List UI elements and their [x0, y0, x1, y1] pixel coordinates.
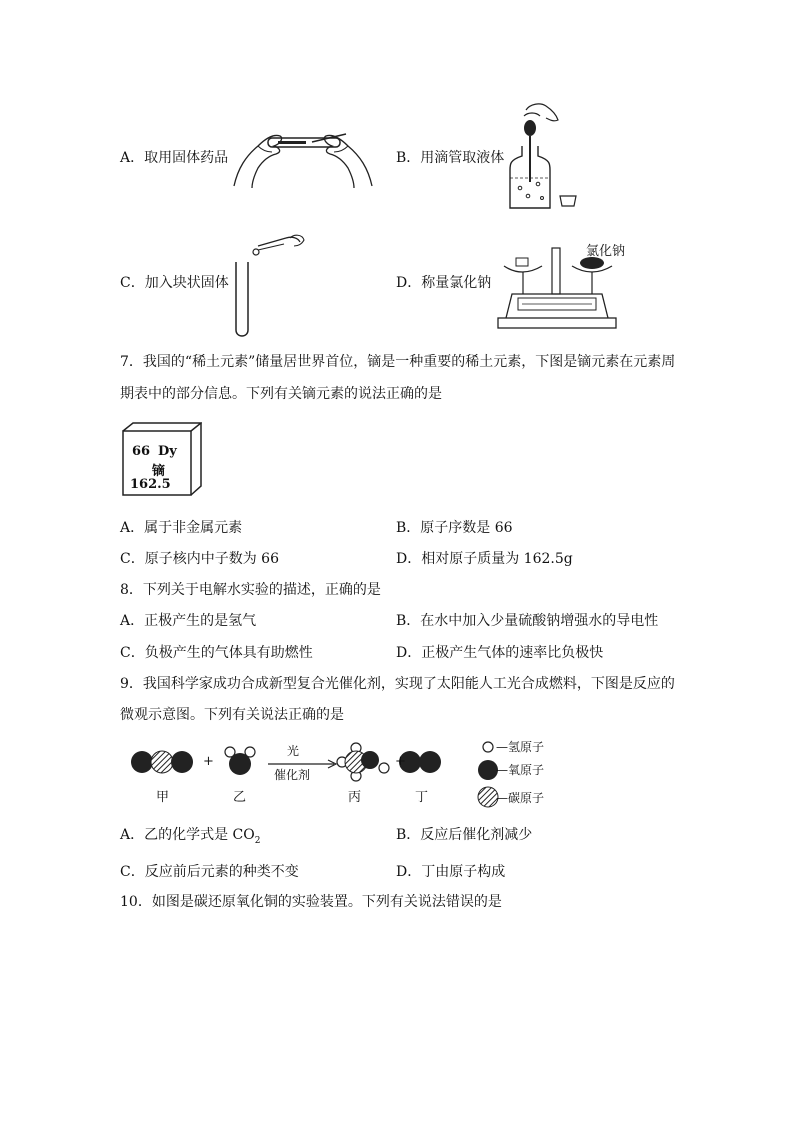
- q7-option-b: B．原子序数是 66: [396, 520, 513, 536]
- q6-option-c: C．加入块状固体: [120, 275, 229, 291]
- reaction-plus-1: +: [203, 754, 214, 769]
- legend-oxygen: —氧原子: [496, 763, 545, 777]
- q8-option-b: B．在水中加入少量硫酸钠增强水的导电性: [396, 613, 659, 629]
- molecule-a-oxygen-left: [131, 751, 153, 773]
- q6-option-b: B．用滴管取液体: [396, 150, 505, 166]
- element-card-dysprosium: [122, 422, 202, 496]
- q10-stem: 10．如图是碳还原氧化铜的实验装置。下列有关说法错误的是: [120, 894, 502, 910]
- q7-option-c: C．原子核内中子数为 66: [120, 551, 279, 567]
- q8-stem: 8．下列关于电解水实验的描述，正确的是: [120, 582, 381, 598]
- q8-option-c: C．负极产生的气体具有助燃性: [120, 645, 313, 661]
- q6-option-a: A．取用固体药品: [120, 150, 229, 166]
- reaction-plus-2: +: [395, 754, 406, 769]
- test-tube-vertical-illustration: [228, 232, 308, 340]
- q7-option-a: A．属于非金属元素: [120, 520, 243, 536]
- q8-option-d: D．正极产生气体的速率比负极快: [396, 645, 604, 661]
- q6-option-d: D．称量氯化钠: [396, 275, 492, 291]
- sodium-chloride-label: 氯化钠: [586, 244, 626, 259]
- legend-carbon: —碳原子: [496, 791, 545, 805]
- q8-option-a: A．正极产生的是氢气: [120, 613, 257, 629]
- q9-option-a: A．乙的化学式是 $CO_2$: [120, 827, 261, 846]
- molecule-a-oxygen-right: [171, 751, 193, 773]
- q7-stem-line2: 期表中的部分信息。下列有关镝元素的说法正确的是: [120, 386, 442, 402]
- q7-option-d: D．相对原子质量为 162.5g: [396, 551, 573, 567]
- molecule-label-jia: 甲: [156, 790, 170, 805]
- molecule-label-bing: 丙: [348, 790, 362, 805]
- q9-option-b: B．反应后催化剂减少: [396, 827, 533, 843]
- q9-option-d: D．丁由原子构成: [396, 864, 506, 880]
- molecule-label-ding: 丁: [415, 790, 429, 805]
- q9-stem-line2: 微观示意图。下列有关说法正确的是: [120, 707, 344, 723]
- element-name: 镝: [152, 464, 166, 479]
- q7-stem-line1: 7．我国的“稀土元素”储量居世界首位，镝是一种重要的稀土元素，下图是镝元素在元素周: [120, 354, 676, 370]
- q9-stem-line1: 9．我国科学家成功合成新型复合光催化剂，实现了太阳能人工光合成燃料，下图是反应的: [120, 676, 675, 692]
- molecule-a-carbon: [151, 751, 173, 773]
- test-tube-horizontal-illustration: [228, 124, 378, 190]
- q9-option-c: C．反应前后元素的种类不变: [120, 864, 299, 880]
- reaction-condition-catalyst: 催化剂: [274, 768, 311, 782]
- legend-hydrogen: —氢原子: [496, 740, 545, 754]
- dropper-bottle-illustration: [500, 100, 590, 215]
- element-atomic-mass: 162.5: [130, 477, 171, 492]
- element-atomic-number: 66: [132, 444, 151, 459]
- molecule-label-yi: 乙: [233, 790, 247, 805]
- reaction-condition-light: 光: [287, 744, 300, 758]
- element-symbol: Dy: [158, 444, 177, 459]
